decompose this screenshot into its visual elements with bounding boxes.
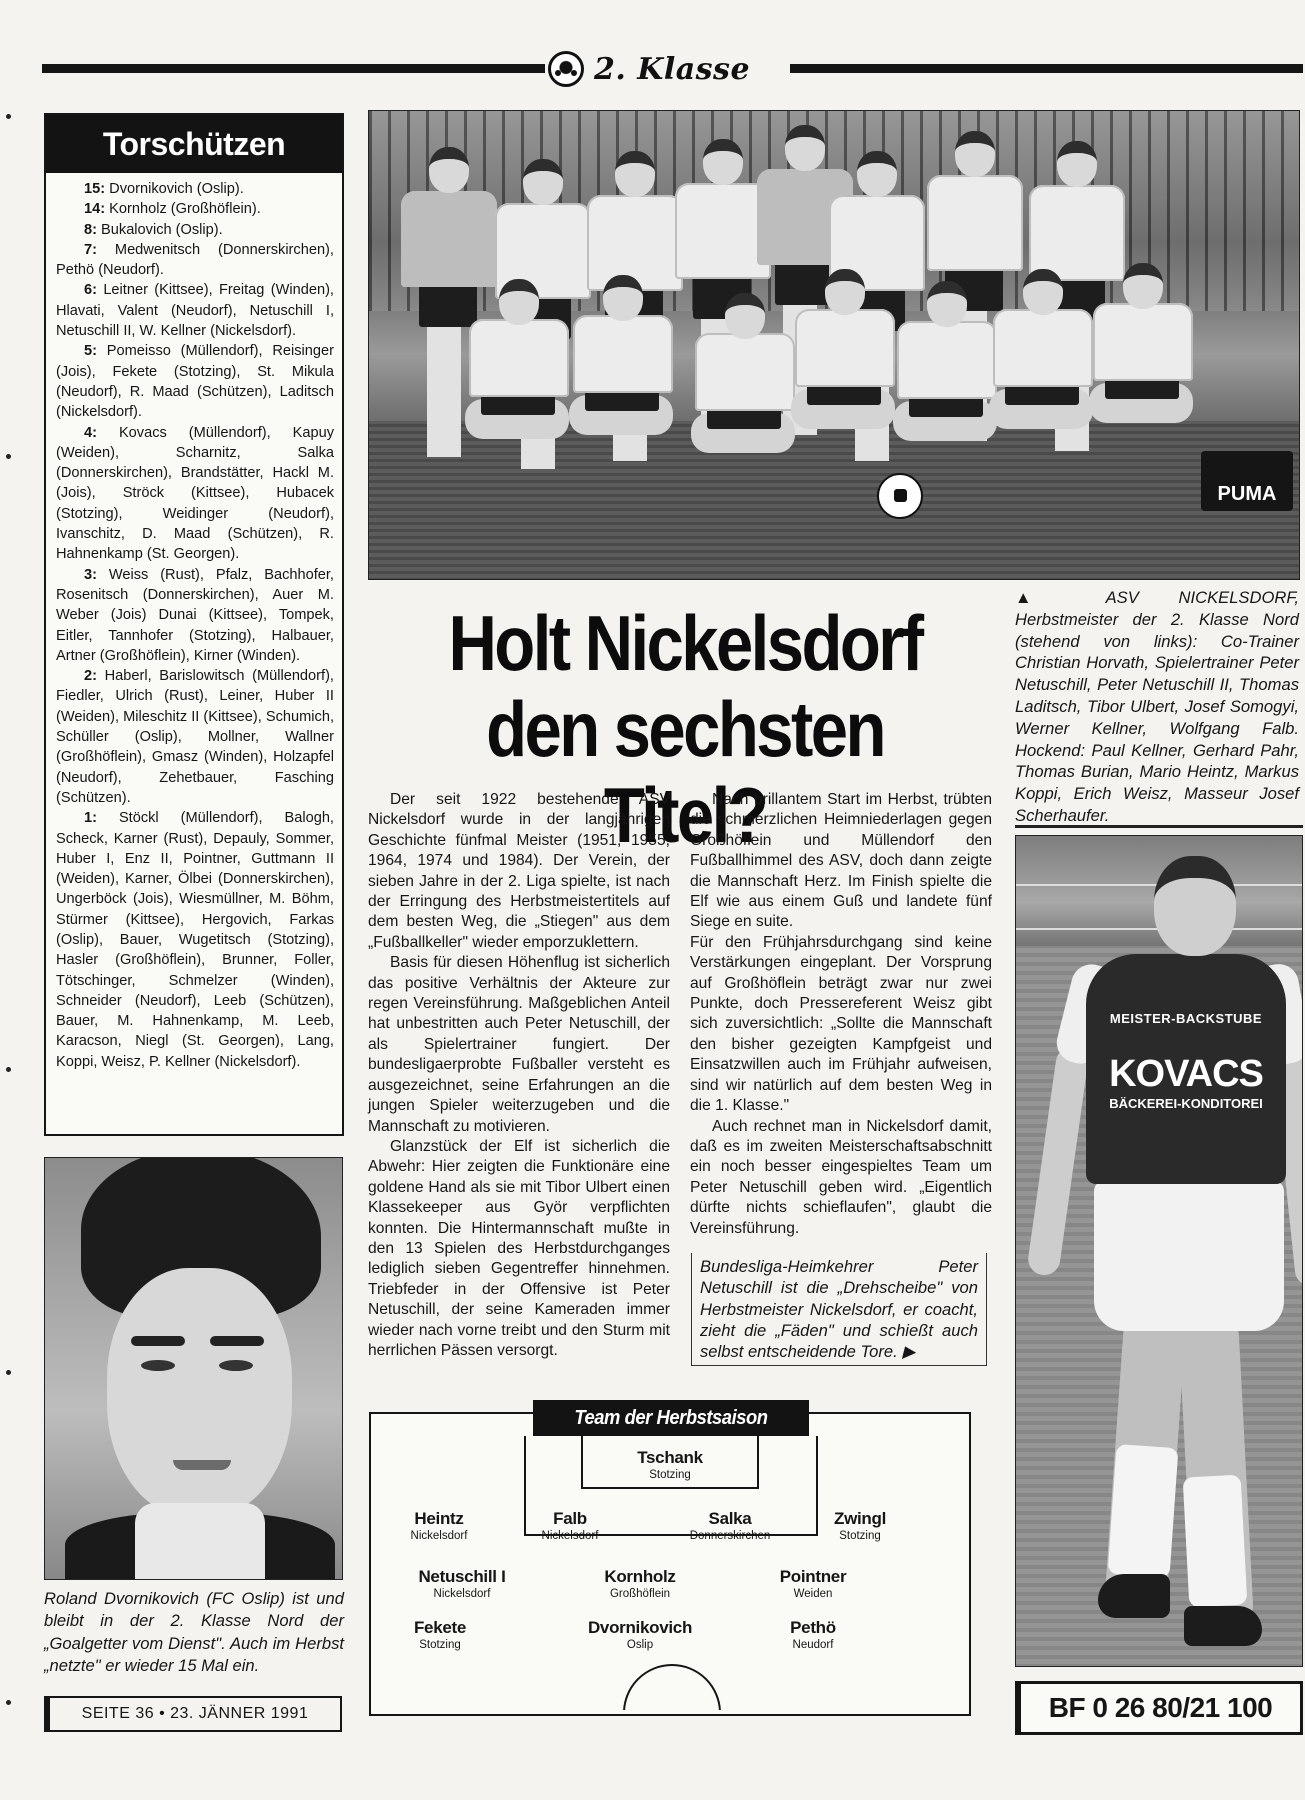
player-shirt [695, 333, 795, 411]
scorer-entry [56, 341, 334, 422]
formation-player [392, 1567, 532, 1600]
player-head [603, 275, 643, 321]
goal-count: 6: [84, 282, 97, 299]
player-head [785, 125, 825, 171]
header-rule-right [790, 64, 1303, 73]
player-sock [1183, 1475, 1248, 1608]
formation-player [600, 1448, 740, 1481]
player-head [825, 269, 865, 315]
caption-rule [1015, 825, 1303, 828]
netuschill-caption: Bundesliga-Heimkehrer Peter Netuschill ist die „Drehscheibe" von Herbstmeister Nickelsdorf, er coacht, zieht die „Fäden" und schießt auch selbst entscheidende Tore. ▶ [691, 1253, 987, 1366]
goal-count: 1: [84, 810, 97, 827]
margin-mark [6, 1370, 11, 1375]
player-shirt [587, 195, 683, 291]
formation-player [570, 1618, 710, 1651]
scorer-names: Pomeisso (Müllendorf), Reisinger (Jois), Fekete (Stotzing), St. Mikula (Neudorf), R. Maad (Schützen), Laditsch (Nickelsdorf). [56, 343, 334, 421]
player-shirt [1093, 303, 1193, 381]
player-shirt [1029, 185, 1125, 281]
player-head [1057, 141, 1097, 187]
scorer-names: Haberl, Barislowitsch (Müllendorf), Fiedler, Ulrich (Rust), Leiner, Huber II (Weiden), Mileschitz II (Kittsee), Schumich, Schüller (Oslip), Mollner, Wallner (Großhöflein), Gmasz (Winden), Holzapfel (Neudorf), Zehetbauer, Fasching (Schützen). [56, 668, 334, 806]
header-rule-left [42, 64, 545, 73]
portrait-caption: Roland Dvornikovich (FC Oslip) ist und bleibt in der 2. Klasse Nord der „Goalgetter vom Dienst". Auch im Herbst „netzte" er wieder 15 Mal ein. [44, 1589, 344, 1676]
player-head [955, 131, 995, 177]
scorer-names: Medwenitsch (Donnerskirchen), Pethö (Neudorf). [56, 241, 334, 279]
player-club: Nickelsdorf [410, 1530, 468, 1542]
portrait-mouth [173, 1460, 231, 1470]
player-name: Zwingl [833, 1509, 887, 1528]
player-club: Weiden [793, 1588, 833, 1600]
portrait-collar [135, 1503, 265, 1580]
formation-title: Team der Herbstsaison [533, 1400, 809, 1436]
formation-player [570, 1567, 710, 1600]
page-label: SEITE 36 • 23. JÄNNER 1991 [44, 1696, 342, 1732]
margin-mark [6, 114, 11, 119]
portrait-brow [210, 1336, 264, 1346]
team-photo-caption [1015, 587, 1303, 827]
player-name: Netuschill I [418, 1567, 506, 1586]
player-club: Nickelsdorf [433, 1588, 491, 1600]
player-shirt [927, 175, 1023, 271]
formation-player [370, 1618, 510, 1651]
margin-mark [6, 1700, 11, 1705]
player-shorts [775, 261, 833, 305]
article-paragraph: Glanzstück der Elf ist sicherlich die Abwehr: Hier zeigten die Funktionäre eine goldene Hand als sie mit Tibor Ulbert einen Klassekeeper aus Györ verpflichten konnten. Die Hintermannschaft mußte in den 13 Spielen des Herbstdurchganges lediglich sieben Gegentreffer hinnehmen. Triebfeder in der Offensive ist Peter Netuschill, der seine Kameraden immer wieder nach vorne treibt und den Sturm mit herrlichen Pässen versorgt. [368, 1137, 670, 1359]
scorer-entry [56, 280, 334, 341]
player-head [857, 151, 897, 197]
player-boot [1184, 1606, 1262, 1646]
formation-player [500, 1509, 640, 1542]
player-head [725, 293, 765, 339]
scorer-entry [56, 220, 334, 240]
article-column-2 [690, 790, 992, 1239]
player-club: Stotzing [649, 1469, 691, 1481]
player-shorts [1094, 1181, 1284, 1331]
player-name: Pointner [779, 1567, 847, 1586]
scorer-entry [56, 199, 334, 219]
portrait-face [107, 1268, 292, 1518]
margin-mark [6, 1067, 11, 1072]
sponsor-line-2: KOVACS [1109, 1053, 1263, 1095]
player-head [1123, 263, 1163, 309]
player-shirt [795, 309, 895, 387]
caption-triangle-icon: ▲ [1015, 588, 1067, 607]
scorer-names: Weiss (Rust), Pfalz, Bachhofer, Rosenitsch (Donnerskirchen), Auer M. Weber (Jois) Dunai (Kittsee), Tompek, Eitler, Tannhofer (Stotzing), Halbauer, Artner (Großhöflein), Kirner (Winden). [56, 566, 334, 664]
player-name: Dvornikovich [587, 1618, 693, 1637]
dvornikovich-portrait [44, 1157, 343, 1580]
article-paragraph: Basis für diesen Höhenflug ist sicherlich das positive Verhältnis der Akteure zur regen Vereinsführung. Maßgeblichen Anteil hat unbestritten auch Peter Netuschill, der als Spielertrainer fungiert. Der bundesligaerprobte Fußballer versteht es ausgezeichnet, seine Erfahrungen an die jungen Spieler weiterzugeben und die Mannschaft zu motivieren. [368, 954, 670, 1135]
scorer-entry [56, 240, 334, 281]
sponsor-line-1: MEISTER-BACKSTUBE [1109, 1011, 1263, 1026]
portrait-eye [219, 1360, 253, 1371]
player-head [1023, 269, 1063, 315]
formation-player [743, 1618, 883, 1651]
player-shirt [993, 309, 1093, 387]
player-shorts [419, 283, 477, 327]
goal-count: 8: [84, 221, 97, 238]
player-club: Oslip [626, 1639, 654, 1651]
scorer-names: Leitner (Kittsee), Freitag (Winden), Hlavati, Valent (Neudorf), Netuschill I, Netuschill II, W. Kellner (Nickelsdorf). [56, 282, 334, 340]
player-name: Heintz [414, 1509, 464, 1528]
margin-mark [6, 454, 11, 459]
article-paragraph: Für den Frühjahrsdurchgang sind keine Verstärkungen eingeplant. Der Vorsprung auf Großhöflein beträgt zwar nur zwei Punkte, doch Pressereferent Weisz gibt sich zuversichtlich: „Sollte die Mannschaft den bisher gezeigten Kampfgeist und Einsatzwillen auch im Frühjahr aufweisen, sind wir natürlich auf dem besten Weg in die 1. Klasse." [690, 933, 992, 1115]
player-shirt [469, 319, 569, 397]
player-boot [1098, 1574, 1170, 1618]
player-shirt [401, 191, 497, 287]
sponsor-line-3: BÄCKEREI-KONDITOREI [1109, 1096, 1263, 1111]
football-icon [548, 51, 584, 87]
headline-line-1: Holt Nickelsdorf [448, 599, 922, 687]
player-club: Nickelsdorf [541, 1530, 599, 1542]
scorer-entry [56, 179, 334, 199]
portrait-brow [131, 1336, 185, 1346]
netuschill-photo [1015, 835, 1303, 1667]
scorer-names: Dvornikovich (Oslip). [109, 181, 244, 197]
article-paragraph: Nach brillantem Start im Herbst, trübten die schmerzlichen Heimniederlagen gegen Großhöflein und Müllendorf den Fußballhimmel des ASV, doch dann zeigte die Mannschaft Herz. Im Finish spielte die Elf wie aus einem Guß und landete fünf Siege en suite. [690, 791, 992, 931]
player-name: Falb [553, 1509, 587, 1528]
scorer-entry [56, 423, 334, 565]
player-name: Pethö [790, 1618, 836, 1637]
scorer-names: Bukalovich (Oslip). [101, 221, 223, 238]
scorers-box [44, 113, 344, 1136]
goal-count: 4: [84, 424, 97, 441]
player-name: Fekete [413, 1618, 467, 1637]
team-photo [368, 110, 1300, 580]
scorer-entry [56, 808, 334, 1072]
photo-grass [369, 421, 1299, 580]
section-header [548, 48, 786, 90]
player-club: Großhöflein [609, 1588, 671, 1600]
article-column-1 [368, 790, 670, 1361]
player-head [499, 279, 539, 325]
goal-count: 5: [84, 343, 97, 360]
player-legs [427, 307, 461, 457]
player-name: Kornholz [604, 1567, 676, 1586]
scorer-names: Kornholz (Großhöflein). [109, 201, 261, 218]
football-image [877, 473, 923, 519]
team-caption-text: ASV NICKELSDORF, Herbstmeister der 2. Klasse Nord (stehend von links): Co-Trainer Christian Horvath, Spielertrainer Peter Netuschill, Peter Netuschill II, Thomas Laditsch, Tibor Ulbert, Josef Somogyi, Werner Kellner, Wolfgang Falb. Hockend: Paul Kellner, Gerhard Pahr, Thomas Burian, Mario Heintz, Markus Koppi, Erich Weisz, Masseur Josef Scherhaufer. [1015, 588, 1299, 825]
scorer-names: Kovacs (Müllendorf), Kapuy (Weiden), Scharnitz, Salka (Donnerskirchen), Brandstätter, Hackl M. (Jois), Ströck (Kittsee), Hubacek (Stotzing), Weidinger (Neudorf), Ivanschitz, D. Maad (Schützen), R. Hahnenkamp (St. Georgen). [56, 424, 334, 563]
player-shirt [573, 315, 673, 393]
formation-player [660, 1509, 800, 1542]
scorers-list [46, 173, 342, 1072]
player-head [703, 139, 743, 185]
formation-player [369, 1509, 509, 1542]
player-head [523, 159, 563, 205]
article-paragraph: Auch rechnet man in Nickelsdorf damit, daß es im zweiten Meisterschaftsabschnitt ein noch besser eingespieltes Team um Peter Netuschill geben wird. „Eigentlich dürfte nichts schieflaufen", glaubt die Vereinsführung. [690, 1117, 992, 1237]
formation-player [790, 1509, 930, 1542]
headline-line-2: den sechsten Titel? [486, 685, 884, 859]
goal-count: 7: [84, 241, 97, 258]
center-circle [623, 1664, 721, 1762]
goal-count: 3: [84, 566, 97, 583]
player-head [615, 151, 655, 197]
puma-bag: PUMA [1201, 451, 1293, 511]
reference-code: BF 0 26 80/21 100 [1015, 1681, 1303, 1735]
player-head [1154, 856, 1236, 956]
player-sock [1108, 1444, 1179, 1578]
formation-player [743, 1567, 883, 1600]
player-head [927, 281, 967, 327]
player-club: Stotzing [839, 1530, 881, 1542]
scorer-names: Stöckl (Müllendorf), Balogh, Scheck, Karner (Rust), Depauly, Sommer, Huber I, Enz II, Pointner, Guttmann II (Weiden), Karner, Ölbei (Donnerskirchen), Ungerböck (Jois), Wiesmüllner, M. Böhm, Stürmer (Kittsee), Hergovich, Farkas (Oslip), Bauer, Wugetitsch (Stotzing), Hasler (Großhöflein), Brunner, Foller, Tötschinger, Schmelzer (Winden), Schneider (Neudorf), Leeb (Schützen), Bauer, M. Hahnenkamp, M. Leeb, Karacson, Niegl (St. Georgen), Lang, Koppi, Weisz, P. Kellner (Nickelsdorf). [56, 810, 334, 1070]
article-paragraph: Der seit 1922 bestehende ASV Nickelsdorf wurde in der langjährigen Geschichte fünfmal Meister (1951, 1955, 1964, 1974 und 1984). Der Verein, der sieben Jahre in der 2. Liga spielte, ist nach der Erringung des Herbstmeistertitels auf dem besten Weg, die „Stiegen" aus dem „Fußballkeller" wieder emporzuklettern. [368, 791, 670, 951]
goal-count: 14: [84, 201, 106, 218]
player-name: Tschank [637, 1448, 703, 1467]
scorer-entry [56, 666, 334, 808]
section-title: 2. Klasse [594, 51, 751, 87]
player-club: Donnerskirchen [689, 1530, 771, 1542]
player-club: Neudorf [792, 1639, 834, 1651]
shirt-sponsor [1086, 1011, 1286, 1111]
scorers-title: Torschützen [46, 115, 342, 173]
player-shirt [897, 321, 997, 399]
scorer-entry [56, 565, 334, 666]
goal-count: 2: [84, 668, 97, 685]
player-name: Salka [708, 1509, 752, 1528]
player-head [429, 147, 469, 193]
team-formation [369, 1407, 971, 1716]
player-club: Stotzing [419, 1639, 461, 1651]
portrait-eye [141, 1360, 175, 1371]
goal-count: 15: [84, 181, 106, 197]
